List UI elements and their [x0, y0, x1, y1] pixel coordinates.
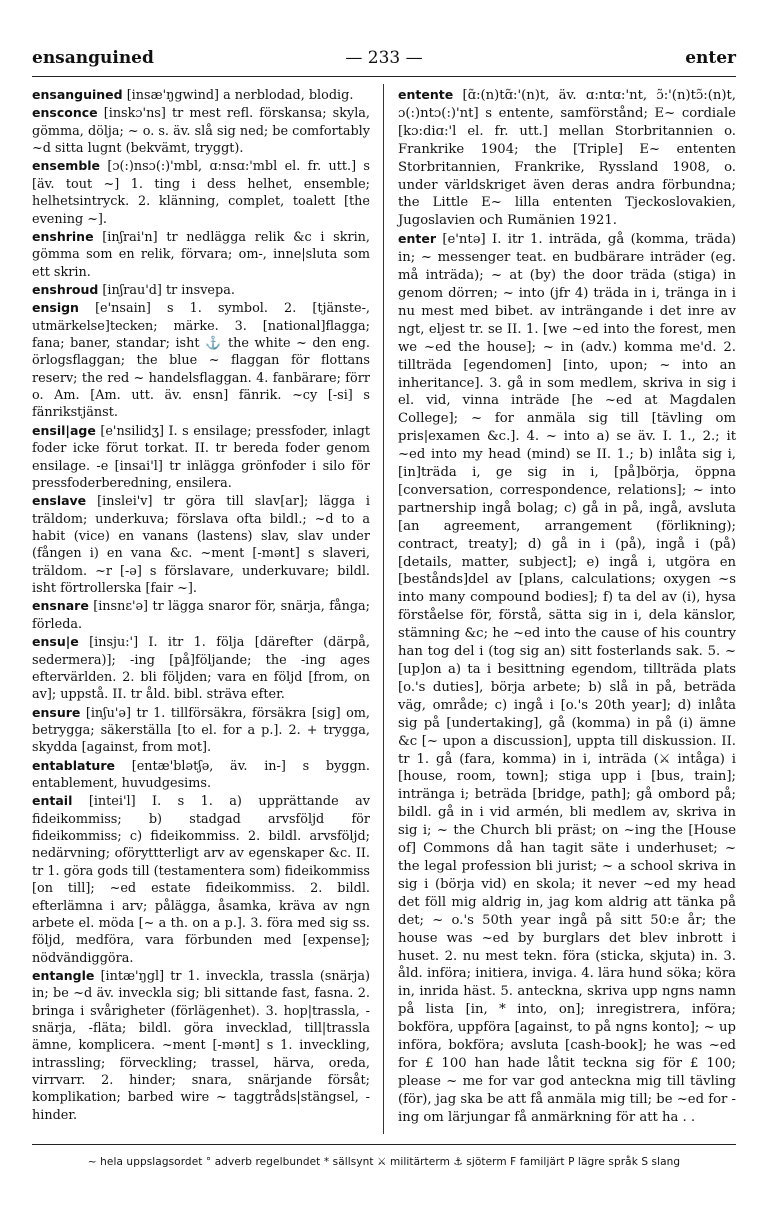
header-first-word: ensanguined — [32, 48, 154, 68]
headword: ensconce — [32, 105, 98, 121]
dictionary-entry — [32, 299, 370, 422]
entry-text: [entæ'blətʃə, äv. in-] s byggn. entablement, huvudgesims. — [32, 758, 370, 792]
headword: ensemble — [32, 158, 101, 174]
headword: entangle — [32, 967, 95, 983]
headword: ensure — [32, 704, 81, 720]
dictionary-entry — [32, 157, 370, 227]
dictionary-entry — [32, 86, 370, 104]
headword: entablature — [32, 757, 115, 773]
headword: enshroud — [32, 281, 99, 297]
entry-text: [inʃrai'n] tr nedlägga relik &c i skrin, gömma som en relik, förvara; om-, inne|sluta som ett skrin. — [32, 229, 370, 280]
dictionary-entry — [32, 228, 370, 281]
abbreviation-legend: ~ hela uppslagsordet ° adverb regelbundet * sällsynt ⚔ militärterm ⚓ sjöterm F familjärt P lägre språk S slang — [87, 1156, 681, 1168]
headword: enshrine — [32, 228, 94, 244]
dictionary-entry — [32, 597, 370, 633]
entry-text: [insnɛ'ə] tr lägga snaror för, snärja, fånga; förleda. — [32, 599, 370, 632]
dictionary-entry — [32, 281, 370, 299]
headword: entente — [398, 87, 454, 102]
dictionary-entry — [32, 792, 370, 967]
entry-text: [e'nsain] s 1. symbol. 2. [tjänste-, utmärkelse]tecken; märke. 3. [national]flagga; fana; baner, standar; isht ⚓ the white ~ den eng. örlogsflaggan; the blue ~ flaggan för flottans reserv; the red ~ handelsflaggan. 4. fanbärare; förr o. Am. [Am. utt. äv. ensn] fänrik. ~cy [-si] s fänrikstjänst. — [32, 301, 371, 421]
entry-text: [intei'l] I. s 1. a) upprättande av fideikommiss; b) stadgad arvsföljd för fideikommiss; c) fideikommiss. 2. bildl. arvsföljd; nedärvning; oföryttterligt arv av egenskaper &c. II. tr 1. göra gods till (testamentera som) fideikommiss [on till]; ~ed estate fideikommiss. 2. bildl. efterlämna i arv; pålägga, åsamka, kräva av ngn arbete el. möda [~ a th. on a p.]. 3. föra med sig ss. följd, medföra, vara förbunden med [expense]; nödvändiggöra. — [32, 794, 370, 966]
headword: entail — [32, 793, 73, 809]
entry-text: [ɔ(:)nsɔ(:)'mbl, ɑ:nsɑ:'mbl el. fr. utt.] s [äv. tout ~] 1. ting i dess helhet, ensemble; helhetsintryck. 2. klänning, complet, toalett [the evening ~]. — [32, 159, 370, 227]
headword: ensanguined — [32, 87, 123, 102]
footer-rule — [32, 1144, 736, 1145]
left-column — [32, 86, 370, 1124]
dictionary-entry — [32, 104, 370, 157]
dictionary-page — [32, 48, 736, 1188]
entry-text: [e'ntə] I. itr 1. inträda, gå (komma, träda) in; ~ messenger teat. en budbärare inträder (eg. må inträda); ~ at (by) the door träda (stiga) in genom dörren; ~ into (jfr 4) träda in i, tränga in i nu mest med bibet. av inträngande i det inre av ngt, eljest tr. se II. 1. [we ~ed into the forest, men we ~ed the house]; ~ in (adv.) komma me'd. 2. tillträda [egendomen] [into, upon; ~ into an inheritance]. 3. gå in som medlem, skriva in sig i el. vid, vinna inträde [he ~ed at Magdalen College]; ~ for anmäla sig till [tävling om pris|examen &c.]. 4. ~ into a) se äv. I. 1., 2.; it ~ed into my head (mind) se II. 1.; b) inlåta sig i, [in]träda i, ge sig in i, [på]börja, öppna [conversation, correspondence, relations]; ~ into partnership ingå bolag; c) gå in på, ingå, avsluta [an agreement, arrangement (förlikning); contract, treaty]; d) gå in i (på), ingå i (på) [details, matter, subject]; e) ingå i, utgöra en [bestånds]del av [plans, calculations; oxygen ~s into many compound bodies]; f) ta del av (i), hysa förståelse för, förstå, sätta sig in i, dela känslor, stämning &c; he ~ed into the cause of his country han tog del i (tog sig an) sitt fosterlands sak. 5. ~ [up]on a) ta i besittning egendom, tillträda plats [o.'s duties], börja arbete; b) slå in på, beträda väg, område; c) ingå i [o.'s 20th year]; d) inlåta sig på [undertaking], gå (komma) in på (i) ämne &c [~ upon a discussion], uppta till diskussion. II. tr 1. gå (fara, komma) in i, inträda (⚔ intåga) i [house, room, town]; stiga upp i [bus, train]; intränga i; beträda [bridge, path]; gå ombord på; bildl. gå in i vid armén, bli medlem av, skriva in sig i; ~ the Church bli präst; on ~ing the [House of] Commons då han tagit säte i underhuset; ~ the legal profession bli jurist; ~ a school skriva in sig i (börja vid) en skola; it never ~ed my head det föll mig aldrig in, jag kom aldrig att tänka på det; ~ o.'s 50th year ingå på sitt 50:e år; the house was ~ed by burglars det blev inbrott i huset. 2. nu mest tekn. föra (sticka, skjuta) in. 3. åld. införa; initiera, inviga. 4. lära hund söka; köra in, inrida häst. 5. anteckna, skriva upp ngns namn på lista [in, * into, on]; inregistrera, införa; bokföra, uppföra [against, to på ngns konto]; ~ up införa, bokföra; avsluta [cash-book]; he was ~ed for £ 100 han hade låtit teckna sig för £ 100; please ~ me for var god anteckna mig till tävling (för), jag ska be att få anmäla mig till; be ~ed for -ing om lärjungar få anmärkning för att ha . . — [398, 232, 736, 1125]
entry-text: [intæ'ŋgl] tr 1. inveckla, trassla (snärja) in; be ~d äv. inveckla sig; bli sittande fast, fasna. 2. bringa i svårigheter (förlägenhet). 3. hop|trassla, -snärja, -fläta; bildl. göra invecklad, till|trassla ämne, komplicera. ~ment [-mənt] s 1. inveckling, intrassling; förveckling; trassel, härva, oreda, virrvarr. 2. hinder; snara, snärjande försåt; komplikation; barbed wire ~ taggtråds|stängsel, -hinder. — [32, 968, 371, 1123]
entry-text: [inʃu'ə] tr 1. tillförsäkra, försäkra [sig] om, betrygga; säkerställa [to el. for a p.]. 2. + trygga, skydda [against, from mot]. — [32, 705, 370, 756]
entry-text: [inʃrau'd] tr insvepa. — [102, 282, 235, 298]
dictionary-entry — [32, 704, 370, 757]
entry-text: [inskɔ'ns] tr mest refl. förskansa; skyla, gömma, dölja; ~ o. s. äv. slå sig ned; be comfortably ~d sitta lugnt (bekvämt, tryggt). — [32, 106, 370, 157]
dictionary-entry — [32, 967, 370, 1124]
headword: ensu|e — [32, 634, 79, 650]
entry-text: [ɑ̃:(n)tɑ̃:'(n)t, äv. ɑ:ntɑ:'nt, ɔ̃:'(n)tɔ̃:(n)t, ɔ(:)ntɔ(:)'nt] s entente, samförstånd; E~ cordiale [kɔ:diɑ:'l el. fr. utt.] mellan Storbritannien o. Frankrike 1904; the [Triple] E~ ententen Storbritannien, Frankrike, Ryssland 1908, o. under världskriget även deras andra förbundna; the Little E~ lilla ententen Tjeckoslovakien, Jugoslavien och Rumänien 1921. — [398, 88, 736, 229]
headword: enter — [398, 231, 436, 247]
entry-text: [insju:'] I. itr 1. följa [därefter (därpå, sedermera)]; -ing [på]följande; the -ing ages eftervärlden. 2. bli följden; vara en följd [from, on av]; uppstå. II. tr åld. bibl. sträva efter. — [32, 635, 370, 703]
entry-text: [inslei'v] tr göra till slav[ar]; lägga i träldom; underkuva; förslava ofta bildl.; ~d to a habit (vice) en vanans (lastens) slav, slav under (fången i) en vana &c. ~ment [-mənt] s slaveri, träldom. ~r [-ə] s förslavare, underkuvare; bildl. isht förtrollerska [fair ~]. — [32, 494, 370, 597]
header-last-word: enter — [685, 48, 736, 68]
page-number: — 233 — — [345, 48, 423, 68]
dictionary-entry — [32, 492, 370, 597]
dictionary-entry — [32, 757, 370, 793]
right-column — [398, 86, 736, 1127]
headword: ensil|age — [32, 422, 96, 438]
dictionary-entry — [32, 633, 370, 703]
dictionary-entry — [398, 86, 736, 230]
entry-text: [insæ'ŋgwind] a nerblodad, blodig. — [126, 88, 354, 103]
entry-text: [e'nsilidʒ] I. s ensilage; pressfoder, inlagt foder icke förut torkat. II. tr bereda foder genom ensilage. -e [insai'l] tr inlägga grönfoder i silo för pressfoderberedning, ensilera. — [32, 423, 370, 491]
headword: ensnare — [32, 598, 89, 614]
column-divider — [383, 84, 384, 1134]
dictionary-entry — [398, 230, 736, 1126]
dictionary-entry — [32, 422, 370, 492]
header-rule — [32, 76, 736, 77]
headword: enslave — [32, 493, 87, 509]
headword: ensign — [32, 300, 79, 316]
page-header — [32, 48, 736, 72]
